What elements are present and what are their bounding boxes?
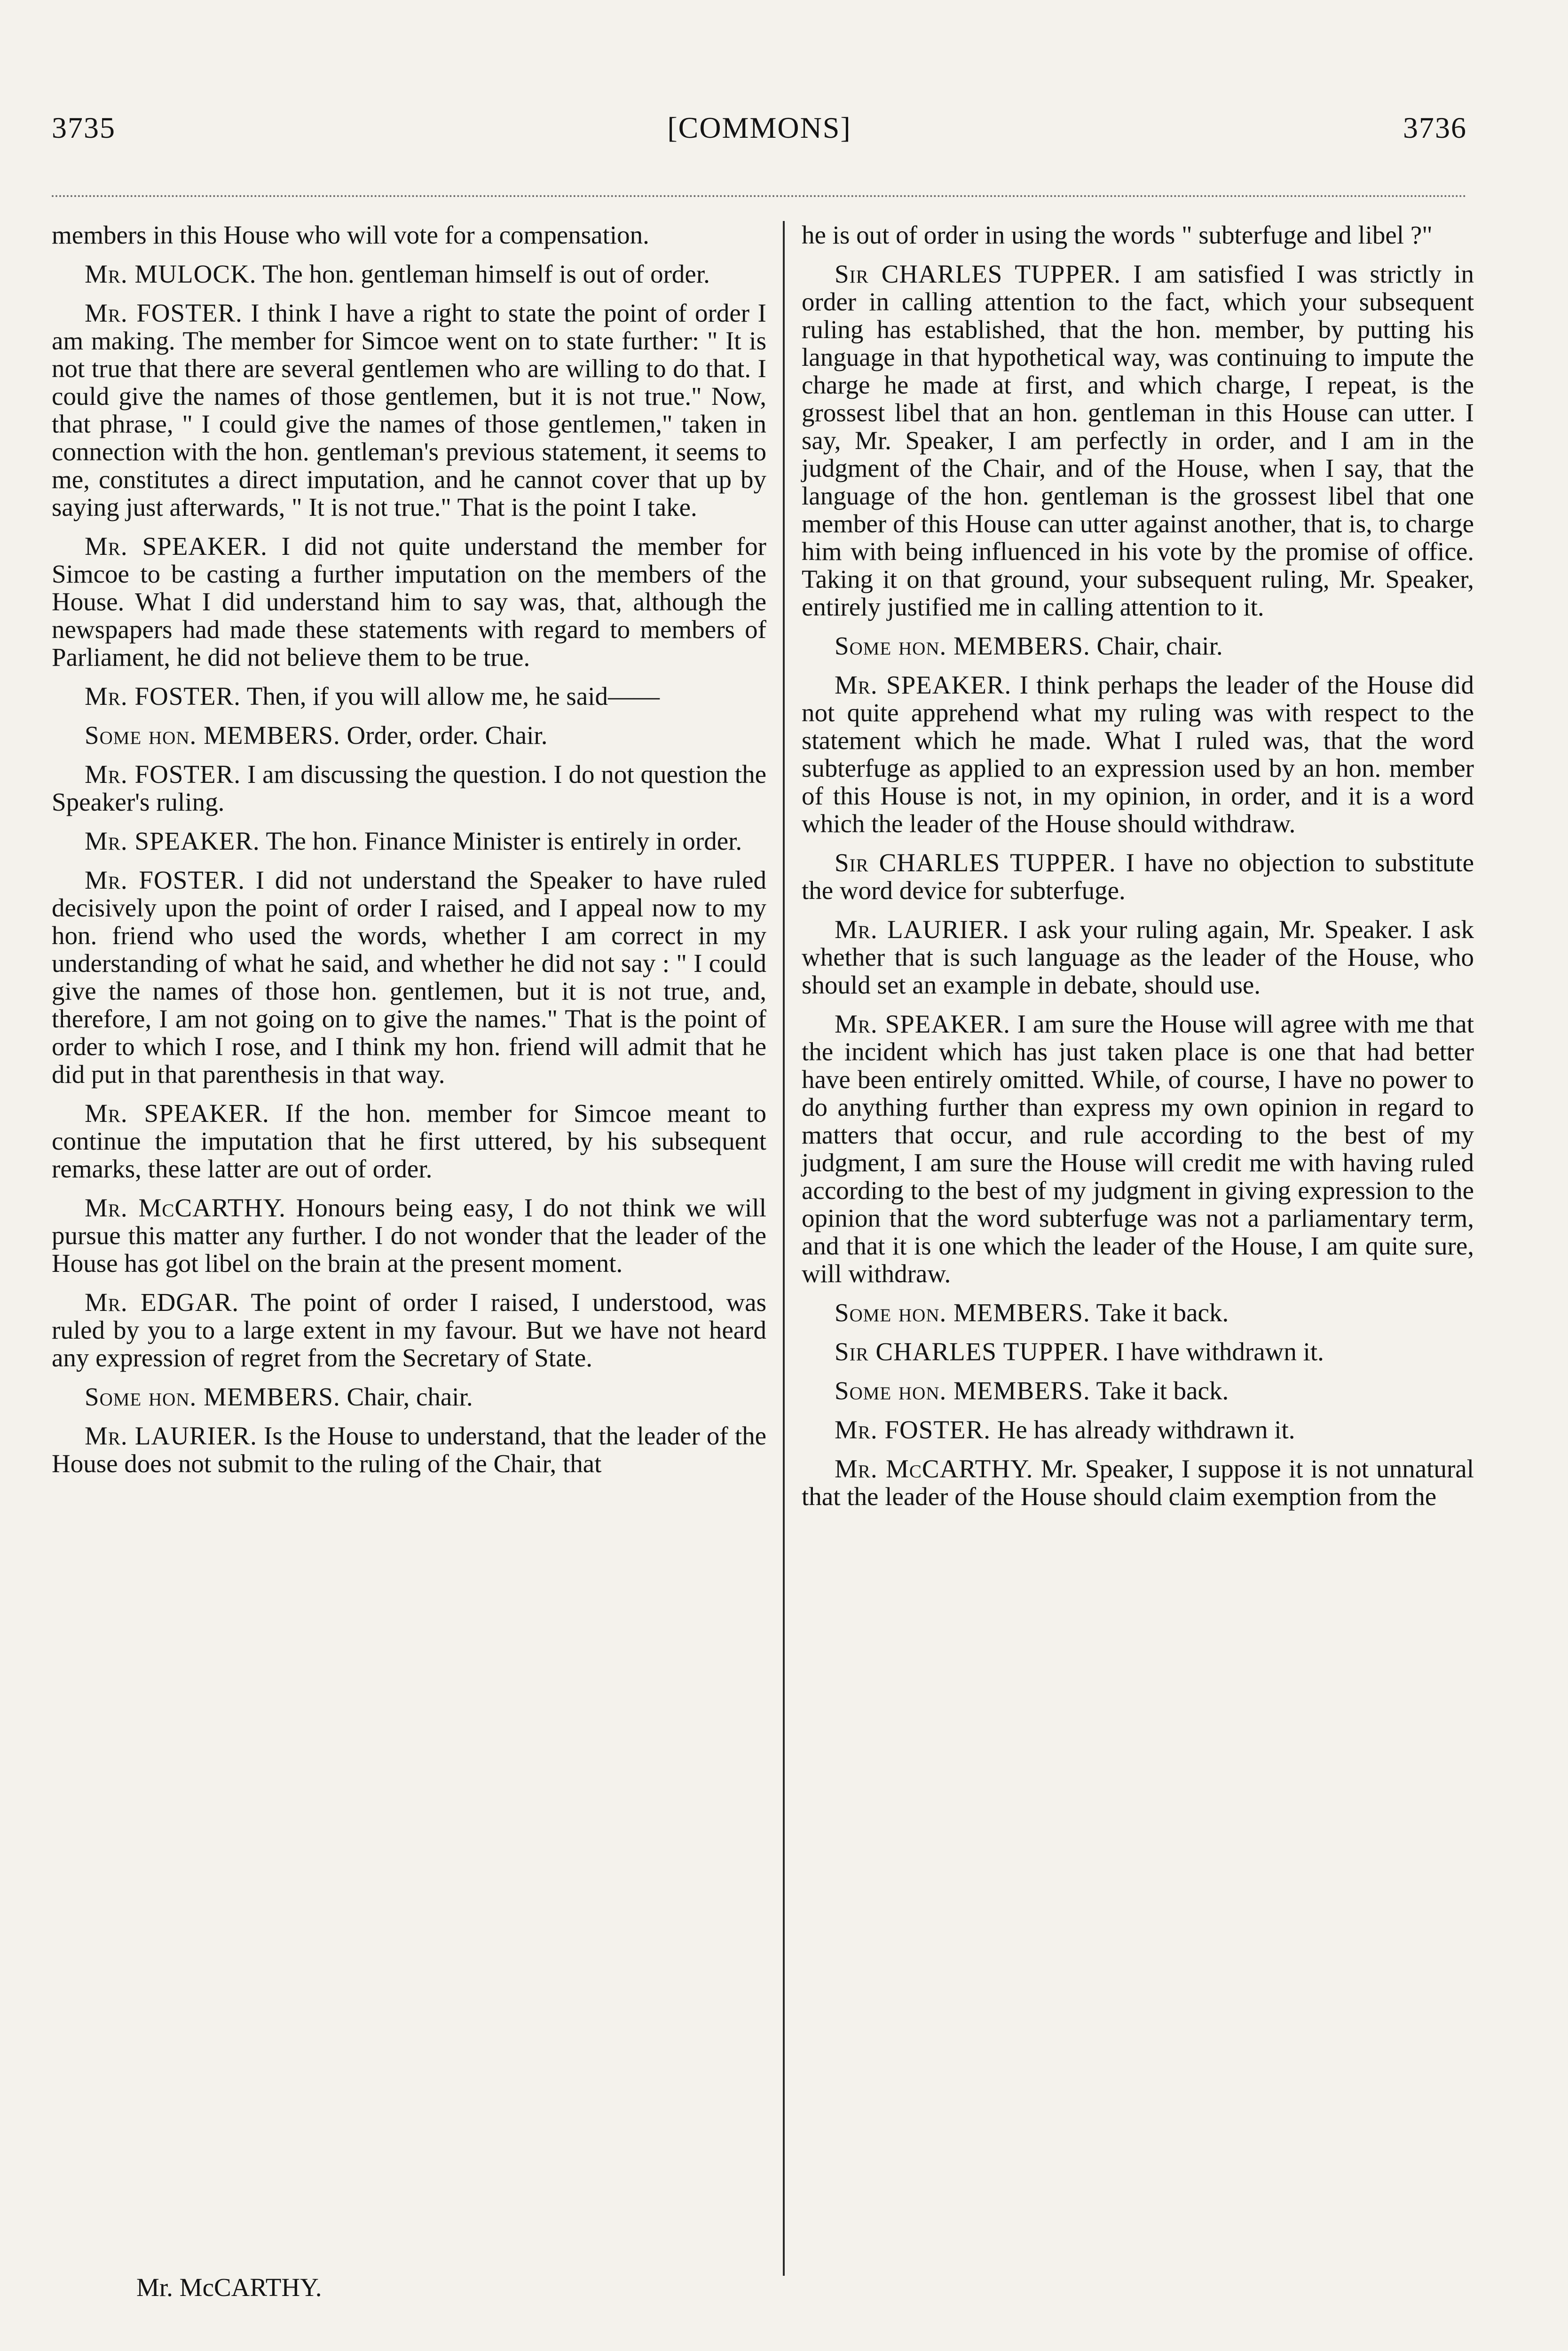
speech-text: I am discussing the question. I do not question the Speaker's ruling. xyxy=(52,760,766,816)
speech-text: Take it back. xyxy=(1096,1376,1229,1405)
speech-text: Take it back. xyxy=(1096,1298,1229,1327)
speech-paragraph xyxy=(52,532,766,671)
speech-paragraph xyxy=(52,1194,766,1277)
speaker-name: Mr. LAURIER. xyxy=(85,1421,257,1450)
speech-text: I think perhaps the leader of the House did not quite apprehend what my ruling was with respect to the statement which he made. What I ruled was, that the word subterfuge as applied to an expression used by an hon. member of this House is not, in my opinion, in order, and it is a word which the leader of the House should withdraw. xyxy=(802,671,1474,838)
speech-paragraph xyxy=(802,849,1474,904)
speaker-name: Mr. FOSTER. xyxy=(85,682,241,710)
speaker-name: Mr. SPEAKER. xyxy=(85,532,268,560)
speech-paragraph xyxy=(52,1383,766,1411)
speech-text: I did not quite understand the member for Simcoe to be casting a further imputation on the members of the House. What I did understand him to say was, that, although the newspapers had made these statements with regard to members of Parliament, he did not believe them to be true. xyxy=(52,532,766,671)
speech-text: I did not understand the Speaker to have ruled decisively upon the point of order I raised, and I appeal now to my hon. friend who used the words, whether I am correct in my understanding of what he said, and whether he did not say : " I could give the names of those hon. gentlemen, but it is not true, and, therefore, I am not going on to give the names." That is the point of order to which I rose, and I think my hon. friend will admit that he did put in that parenthesis in that way. xyxy=(52,866,766,1089)
speaker-name: Mr. FOSTER. xyxy=(85,866,245,894)
speech-paragraph xyxy=(52,1422,766,1477)
speech-paragraph xyxy=(52,1288,766,1372)
speaker-name: Some hon. MEMBERS. xyxy=(85,1382,340,1411)
speech-text: I am satisfied I was strictly in order in calling attention to the fact, which your subsequent ruling has established, that the hon. member, by putting his language in that hypothetical way, was continuing to impute the charge he made at first, and which charge, I repeat, is the grossest libel that an hon. gentleman in this House can utter. I say, Mr. Speaker, I am perfectly in order, and I am in the judgment of the Chair, and of the House, when I say, that the language of the hon. gentleman is the grossest libel that one member of this House can utter against another, that is, to charge him with being influenced in his vote by the promise of office. Taking it on that ground, your subsequent ruling, Mr. Speaker, entirely justified me in calling attention to it. xyxy=(802,260,1474,621)
speech-paragraph xyxy=(802,632,1474,660)
speaker-name: Mr. FOSTER. xyxy=(835,1415,991,1444)
page-title: [COMMONS] xyxy=(667,111,851,144)
speech-paragraph xyxy=(802,1299,1474,1326)
speech-text: If the hon. member for Simcoe meant to continue the imputation that he first uttered, by his subsequent remarks, these latter are out of order. xyxy=(52,1099,766,1183)
catchword: Mr. McCARTHY. xyxy=(136,2273,322,2302)
speech-paragraph xyxy=(52,721,766,749)
speech-paragraph xyxy=(52,760,766,816)
speech-paragraph xyxy=(52,260,766,288)
speech-paragraph xyxy=(802,1338,1474,1365)
speaker-name: Some hon. MEMBERS. xyxy=(835,1376,1090,1405)
speech-text: Mr. Speaker, I suppose it is not unnatural that the leader of the House should claim exemption from the xyxy=(802,1454,1474,1511)
speech-text: The hon. Finance Minister is entirely in order. xyxy=(266,827,742,855)
speaker-name: Mr. EDGAR. xyxy=(85,1288,239,1317)
column-divider xyxy=(783,221,785,2276)
speech-text: I am sure the House will agree with me that the incident which has just taken place is one that had better have been entirely omitted. While, of course, I have no power to do anything further than express my own opinion in regard to matters that occur, and rule according to the best of my judgment, I am sure the House will credit me with having ruled according to the best of my judgment in giving expression to the opinion that the word subterfuge was not a parliamentary term, and that it is one which the leader of the House, I am quite sure, will withdraw. xyxy=(802,1010,1474,1288)
speech-paragraph xyxy=(802,1416,1474,1444)
speech-text: I have withdrawn it. xyxy=(1115,1337,1324,1366)
left-column xyxy=(52,221,766,1489)
speech-text: Order, order. Chair. xyxy=(347,721,548,749)
speaker-name: Mr. FOSTER. xyxy=(85,299,243,327)
speech-text: The point of order I raised, I understood, was ruled by you to a large extent in my favour. But we have not heard any expression of regret from the Secretary of State. xyxy=(52,1288,766,1372)
speech-text: he is out of order in using the words " subterfuge and libel ?" xyxy=(802,221,1433,249)
speech-text: I have no objection to substitute the word device for subterfuge. xyxy=(802,848,1474,905)
speech-paragraph xyxy=(802,671,1474,837)
speech-paragraph xyxy=(52,827,766,855)
speech-text: He has already withdrawn it. xyxy=(997,1415,1295,1444)
speech-paragraph xyxy=(52,221,766,249)
speech-text: Then, if you will allow me, he said—— xyxy=(246,682,660,710)
speaker-name: Some hon. MEMBERS. xyxy=(835,1298,1090,1327)
speech-paragraph xyxy=(802,221,1474,249)
speaker-name: Mr. LAURIER. xyxy=(835,915,1010,944)
speech-paragraph xyxy=(802,915,1474,999)
speech-paragraph xyxy=(802,1377,1474,1404)
speaker-name: Mr. McCARTHY. xyxy=(85,1193,286,1222)
speech-text: The hon. gentleman himself is out of order. xyxy=(262,260,710,288)
speaker-name: Mr. FOSTER. xyxy=(85,760,241,789)
speech-paragraph xyxy=(52,299,766,521)
speaker-name: Mr. SPEAKER. xyxy=(85,1099,269,1128)
speech-paragraph xyxy=(52,866,766,1088)
speaker-name: Sir CHARLES TUPPER. xyxy=(835,1337,1110,1366)
speech-text: I think I have a right to state the point of order I am making. The member for Simcoe went on to state further: " It is not true that there are several gentlemen who are willing to do that. I could give the names of those gentlemen, but it is not true." Now, that phrase, " I could give the names of those gentlemen," taken in connection with the hon. gentleman's previous statement, it seems to me, constitutes a direct imputation, and he cannot cover that up by saying just afterwards, " It is not true." That is the point I take. xyxy=(52,299,766,521)
speaker-name: Sir CHARLES TUPPER. xyxy=(835,848,1116,877)
speech-paragraph xyxy=(802,1010,1474,1287)
speaker-name: Mr. SPEAKER. xyxy=(835,1010,1010,1038)
speech-text: I ask your ruling again, Mr. Speaker. I ask whether that is such language as the leader of the House, who should set an example in debate, should use. xyxy=(802,915,1474,999)
speaker-name: Sir CHARLES TUPPER. xyxy=(835,260,1121,288)
header-rule xyxy=(52,195,1467,197)
speaker-name: Some hon. MEMBERS. xyxy=(835,631,1090,660)
right-page-number: 3736 xyxy=(1403,111,1467,144)
speech-paragraph xyxy=(802,1455,1474,1510)
speech-paragraph xyxy=(802,260,1474,621)
speaker-name: Mr. SPEAKER. xyxy=(85,827,260,855)
speaker-name: Mr. MULOCK. xyxy=(85,260,257,288)
speech-text: members in this House who will vote for a compensation. xyxy=(52,221,649,249)
speech-paragraph xyxy=(52,1099,766,1183)
speaker-name: Mr. McCARTHY. xyxy=(835,1454,1033,1483)
speech-text: Is the House to understand, that the leader of the House does not submit to the ruling of the Chair, that xyxy=(52,1421,767,1478)
speaker-name: Some hon. MEMBERS. xyxy=(85,721,340,749)
page-header xyxy=(52,110,1467,148)
right-column xyxy=(802,221,1474,1522)
speech-text: Chair, chair. xyxy=(347,1382,473,1411)
speaker-name: Mr. SPEAKER. xyxy=(835,671,1012,699)
speech-paragraph xyxy=(52,682,766,710)
speech-text: Honours being easy, I do not think we will pursue this matter any further. I do not wonder that the leader of the House has got libel on the brain at the present moment. xyxy=(52,1193,766,1278)
speech-text: Chair, chair. xyxy=(1096,631,1223,660)
left-page-number: 3735 xyxy=(52,111,116,144)
